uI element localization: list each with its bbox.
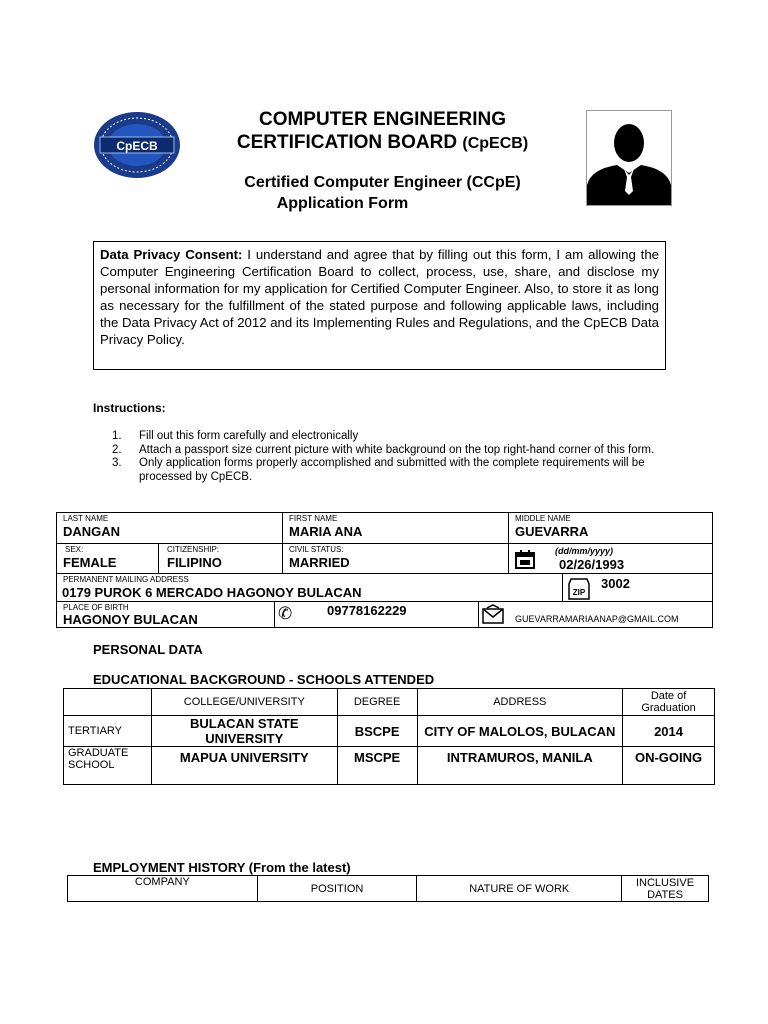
form-line2: Application Form (276, 195, 409, 212)
form-line1: Certified Computer Engineer (CCpE) (244, 174, 521, 191)
personal-data-heading: PERSONAL DATA (93, 642, 203, 657)
employment-table (67, 875, 709, 902)
table-row: TERTIARY BULACAN STATE UNIVERSITY BSCPE CITY OF MALOLOS, BULACAN 2014 (64, 716, 715, 747)
form-title (205, 172, 560, 214)
org-abbr: (CpECB) (462, 135, 529, 152)
instructions-title: Instructions: (93, 401, 166, 415)
birthdate-field[interactable]: (dd/mm/yyyy) 02/26/1993 (508, 543, 713, 574)
phone-icon: ✆ (278, 604, 293, 623)
address-field[interactable]: PERMANENT MAILING ADDRESS 0179 PUROK 6 MERCADO HAGONOY BULACAN (56, 573, 563, 602)
phone-field[interactable]: ✆ 09778162229 (274, 601, 479, 628)
logo-text: CpECB (116, 139, 158, 153)
org-line2: CERTIFICATION BOARD (236, 132, 458, 153)
first-name-field[interactable]: FIRST NAME MARIA ANA (282, 512, 509, 544)
org-title (210, 108, 555, 155)
email-value: GUEVARRAMARIAANAP@GMAIL.COM (515, 614, 679, 624)
privacy-label: Data Privacy Consent: (100, 247, 243, 262)
citizenship-field[interactable]: CITIZENSHIP: FILIPINO (158, 543, 283, 574)
civil-status-field[interactable]: CIVIL STATUS: MARRIED (282, 543, 509, 574)
table-header-row: COLLEGE/UNIVERSITY DEGREE ADDRESS Date of Graduation (64, 689, 715, 716)
education-table (63, 688, 715, 785)
middle-name-field[interactable]: MIDDLE NAME GUEVARRA (508, 512, 713, 544)
instruction-item: 3. Only application forms properly accomplished and submitted with the complete requirements will be processed by CpECB. (112, 457, 645, 483)
zip-field[interactable]: ZIP 3002 (562, 573, 713, 602)
table-header-row: COMPANY POSITION NATURE OF WORK INCLUSIVE DATES (68, 876, 709, 902)
employment-heading: EMPLOYMENT HISTORY (From the latest) (93, 860, 351, 875)
email-field[interactable] (478, 601, 713, 628)
envelope-icon (482, 604, 504, 629)
instructions-list (112, 430, 672, 484)
privacy-text: I understand and agree that by filling out this form, I am allowing the Computer Engineering Certification Board to collect, process, use, share, and disclose my personal information for my application for Certified Computer Engineer. Also, to store it as long as necessary for the fulfillment of the stated purpose and following applicable laws, including the Data Privacy Act of 2012 and its Implementing Rules and Regulations, and the CpECB Data Privacy Policy. (100, 247, 659, 347)
sex-field[interactable]: SEX: FEMALE (56, 543, 159, 574)
org-line1: COMPUTER ENGINEERING (258, 109, 507, 130)
dob-format: (dd/mm/yyyy) (555, 546, 614, 556)
education-heading: EDUCATIONAL BACKGROUND - SCHOOLS ATTENDED (93, 672, 435, 687)
cpecb-logo (92, 110, 182, 180)
applicant-photo (586, 110, 672, 206)
org-line2-wrap (210, 131, 555, 155)
privacy-consent (93, 241, 666, 370)
table-row: GRADUATE SCHOOL MAPUA UNIVERSITY MSCPE INTRAMUROS, MANILA ON-GOING (64, 747, 715, 785)
calendar-icon (514, 548, 536, 575)
birthplace-field[interactable]: PLACE OF BIRTH HAGONOY BULACAN (56, 601, 275, 628)
instruction-item: 2. Attach a passport size current picture with white background on the top right-hand corner of this form. (112, 443, 655, 456)
zip-icon-text: ZIP (572, 588, 586, 597)
last-name-field[interactable]: LAST NAME DANGAN (56, 512, 283, 544)
instruction-item: 1. Fill out this form carefully and electronically (112, 430, 359, 442)
